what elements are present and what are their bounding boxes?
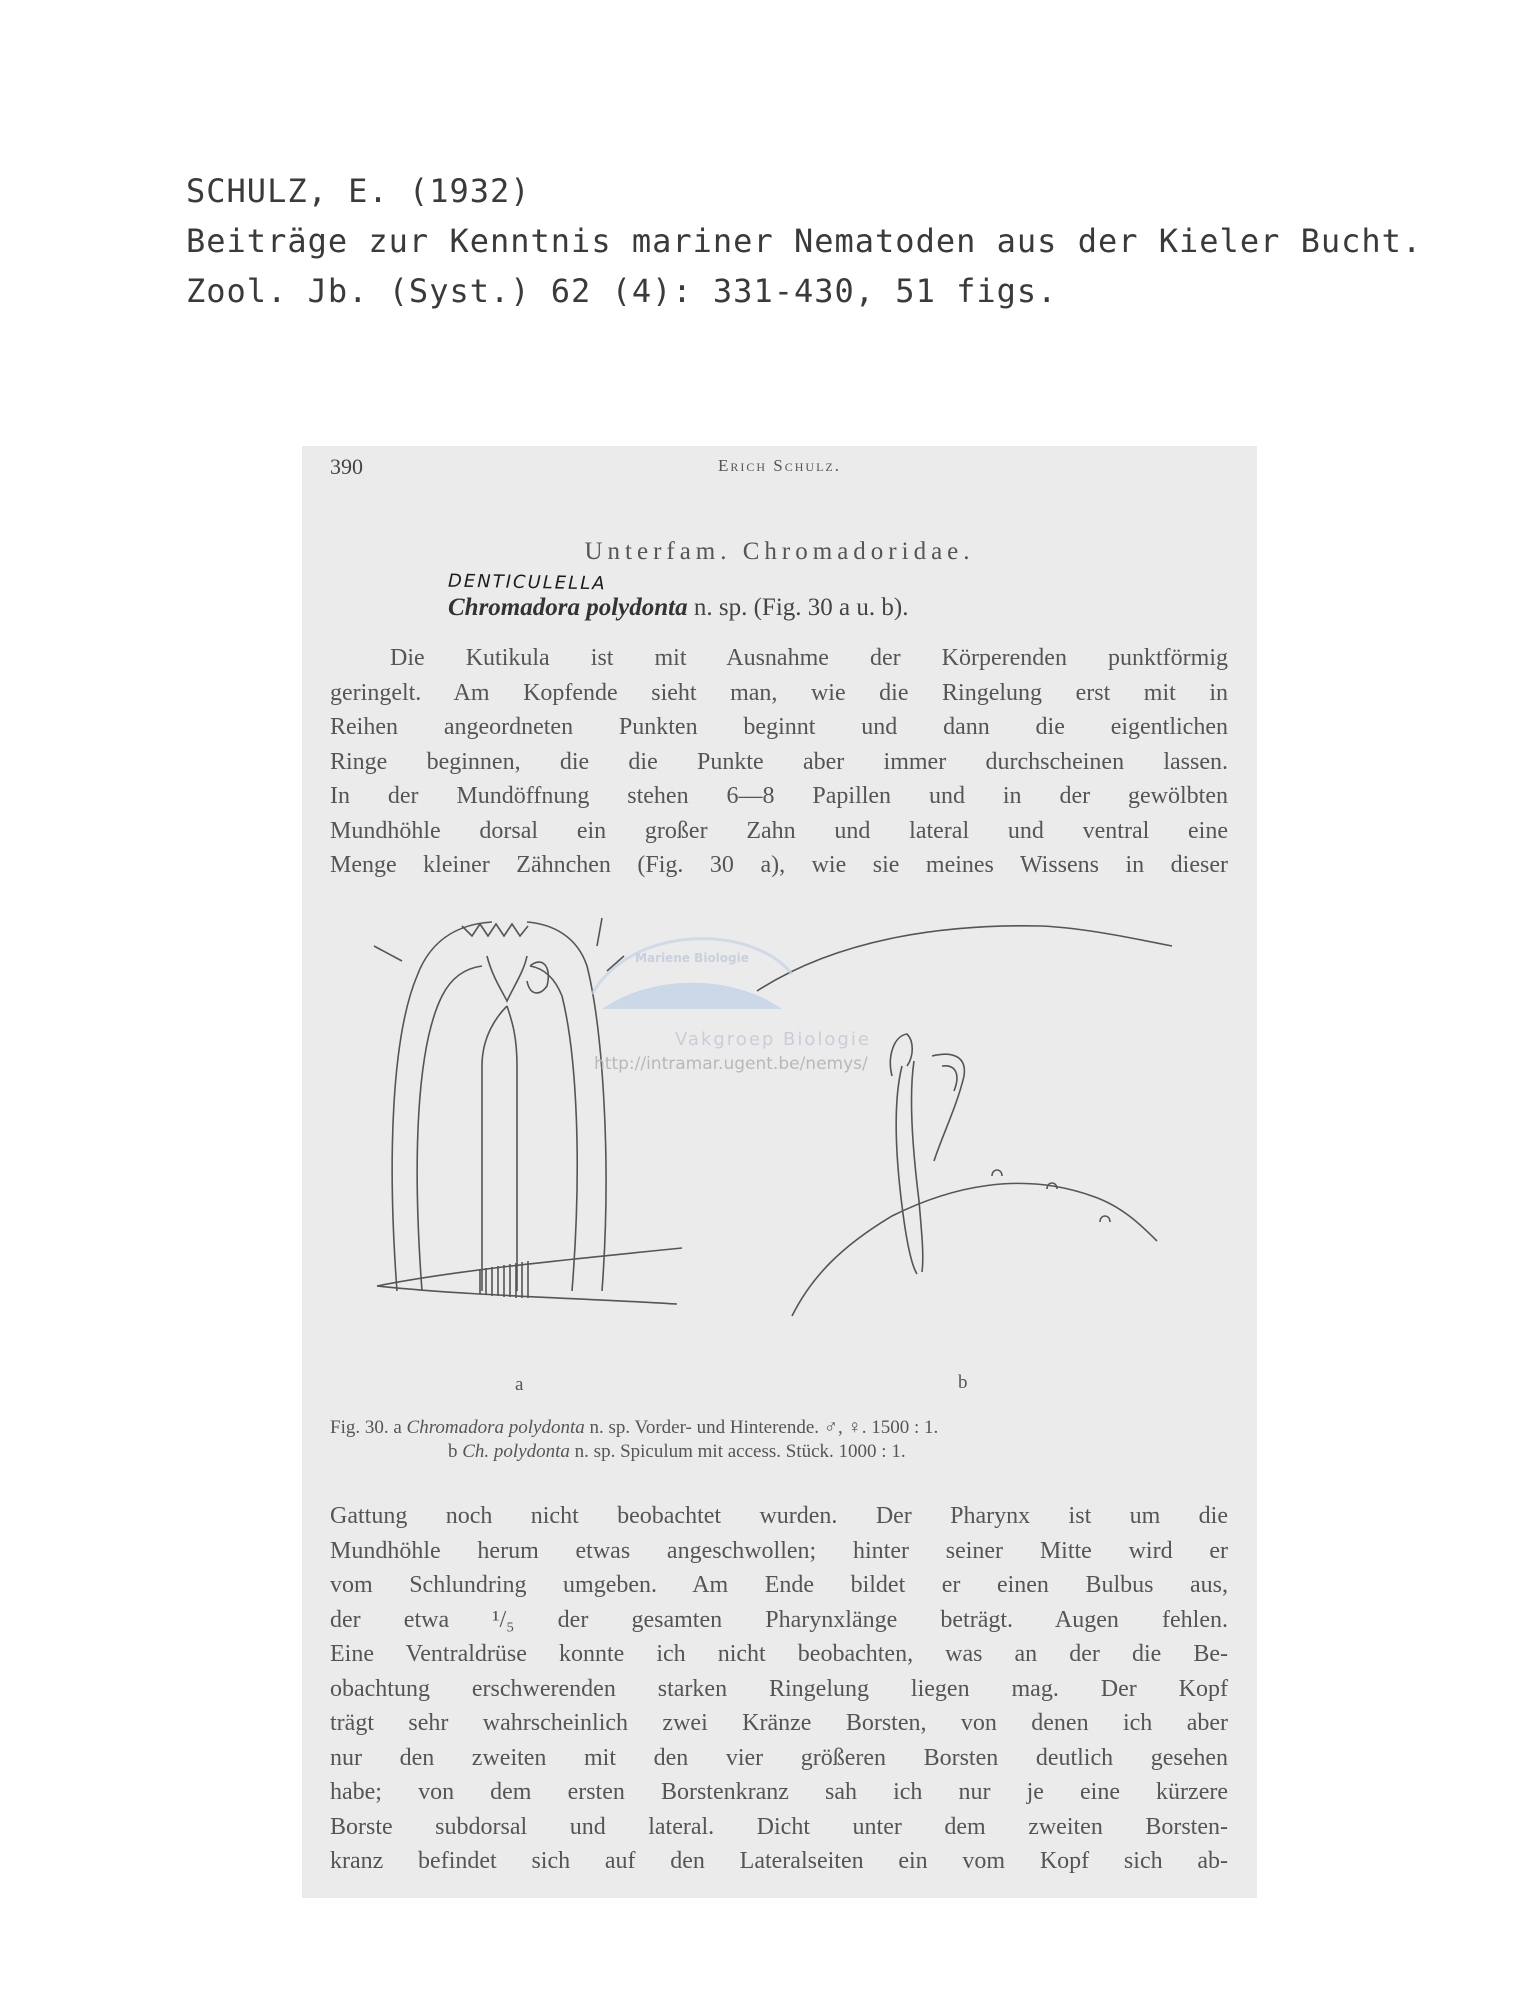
spicule-outer — [896, 1066, 917, 1274]
caption-line-2 — [330, 1440, 1230, 1464]
caption-line-1 — [330, 1416, 1230, 1440]
page-number: 390 — [330, 454, 363, 479]
citation-journal: Zool. Jb. (Syst.) 62 (4): 331-430, 51 figs. — [186, 272, 1058, 310]
paragraph-line: Ringe beginnen, die die Punkte aber immer durchscheinen lassen. — [330, 748, 1228, 775]
watermark-logo-text: Mariene Biologie — [635, 951, 749, 965]
head-outline-left — [392, 922, 492, 1291]
paragraph-line: vom Schlundring umgeben. Am Ende bildet er einen Bulbus aus, — [330, 1572, 1228, 1598]
tail-outline — [377, 1248, 682, 1286]
pharynx-left — [482, 1006, 507, 1291]
figure-caption — [330, 1416, 1230, 1464]
caption-prefix: Fig. 30. a — [330, 1417, 407, 1438]
paragraph-line: Menge kleiner Zähnchen (Fig. 30 a), wie sie meines Wissens in dieser — [330, 852, 1228, 878]
watermark-title: Vakgroep Biologie — [675, 1029, 871, 1050]
caption-species: Ch. polydonta — [462, 1441, 570, 1462]
gubernaculum-inner — [942, 1066, 957, 1091]
paragraph-line: der etwa ¹/₅ der gesamten Pharynxlänge beträgt. Augen fehlen. — [330, 1606, 1228, 1633]
paragraph-line: Gattung noch nicht beobachtet wurden. Der Pharynx ist um die — [330, 1503, 1228, 1529]
handwritten-note: DENTICULELLA — [447, 570, 607, 595]
body-curve-male — [757, 926, 1172, 991]
paragraph-line: In der Mundöffnung stehen 6—8 Papillen und in der gewölbten — [330, 783, 1228, 809]
papilla-3 — [1100, 1216, 1110, 1222]
running-head: Erich Schulz. — [717, 456, 841, 475]
body-curve-lower — [792, 1183, 1157, 1316]
papilla-1 — [992, 1170, 1002, 1176]
caption-prefix: b — [448, 1441, 463, 1462]
pharynx-right — [507, 1006, 517, 1291]
citation-title: Beiträge zur Kenntnis mariner Nematoden aus der Kieler Bucht. — [186, 222, 1423, 260]
figure-label-a: a — [515, 1374, 524, 1395]
figure-label-b: b — [958, 1372, 968, 1393]
head-outline-inner-right — [530, 966, 577, 1291]
paragraph-line: trägt sehr wahrscheinlich zwei Kränze Borsten, von denen ich aber — [330, 1710, 1228, 1736]
watermark-logo — [572, 914, 812, 1014]
caption-rest: n. sp. Vorder- und Hinterende. ♂, ♀. 1500 : 1. — [584, 1417, 939, 1438]
species-heading — [448, 594, 908, 622]
subfamily-text: Unterfam. Chromadoridae. — [584, 538, 975, 565]
spicule-inner — [911, 1061, 922, 1272]
dorsal-tooth — [487, 956, 527, 1001]
species-suffix: n. sp. (Fig. 30 a u. b). — [687, 594, 909, 621]
paragraph-line: obachtung erschwerenden starken Ringelung liegen mag. Der Kopf — [330, 1675, 1228, 1702]
citation-author-year: SCHULZ, E. (1932) — [186, 172, 531, 210]
paragraph-line: Mundhöhle dorsal ein großer Zahn und lateral und ventral eine — [330, 817, 1228, 844]
paragraph-line: nur den zweiten mit den vier größeren Borsten deutlich gesehen — [330, 1744, 1228, 1771]
gubernaculum — [932, 1054, 964, 1161]
species-name: Chromadora polydonta — [448, 594, 688, 621]
watermark-url: http://intramar.ugent.be/nemys/ — [594, 1054, 868, 1074]
head-outline-inner-left — [417, 966, 482, 1291]
tail-rings — [480, 1261, 528, 1298]
paragraph-line: Borste subdorsal und lateral. Dicht unter dem zweiten Borsten- — [330, 1813, 1228, 1840]
watermark-wave — [602, 983, 782, 1009]
paragraph-line: Reihen angeordneten Punkten beginnt und dann die eigentlichen — [330, 714, 1228, 740]
paragraph-line: geringelt. Am Kopfende sieht man, wie die Ringelung erst mit in — [330, 679, 1228, 706]
caption-species: Chromadora polydonta — [406, 1417, 585, 1438]
paragraph-1 — [330, 641, 1228, 883]
paragraph-2 — [330, 1499, 1228, 1879]
scanned-page — [302, 446, 1257, 1898]
paragraph-line: Die Kutikula ist mit Ausnahme der Körperenden punktförmig — [390, 645, 1228, 671]
subfamily-heading — [302, 538, 1257, 566]
paragraph-line: kranz befindet sich auf den Lateralseiten ein vom Kopf sich ab- — [330, 1848, 1228, 1874]
caption-rest: n. sp. Spiculum mit access. Stück. 1000 : 1. — [569, 1441, 906, 1462]
bristle-left — [374, 946, 402, 961]
paragraph-line: Mundhöhle herum etwas angeschwollen; hinter seiner Mitte wird er — [330, 1537, 1228, 1564]
paragraph-line: Eine Ventraldrüse konnte ich nicht beobachten, was an der die Be- — [330, 1641, 1228, 1667]
paragraph-line: habe; von dem ersten Borstenkranz sah ich nur je eine kürzere — [330, 1779, 1228, 1805]
